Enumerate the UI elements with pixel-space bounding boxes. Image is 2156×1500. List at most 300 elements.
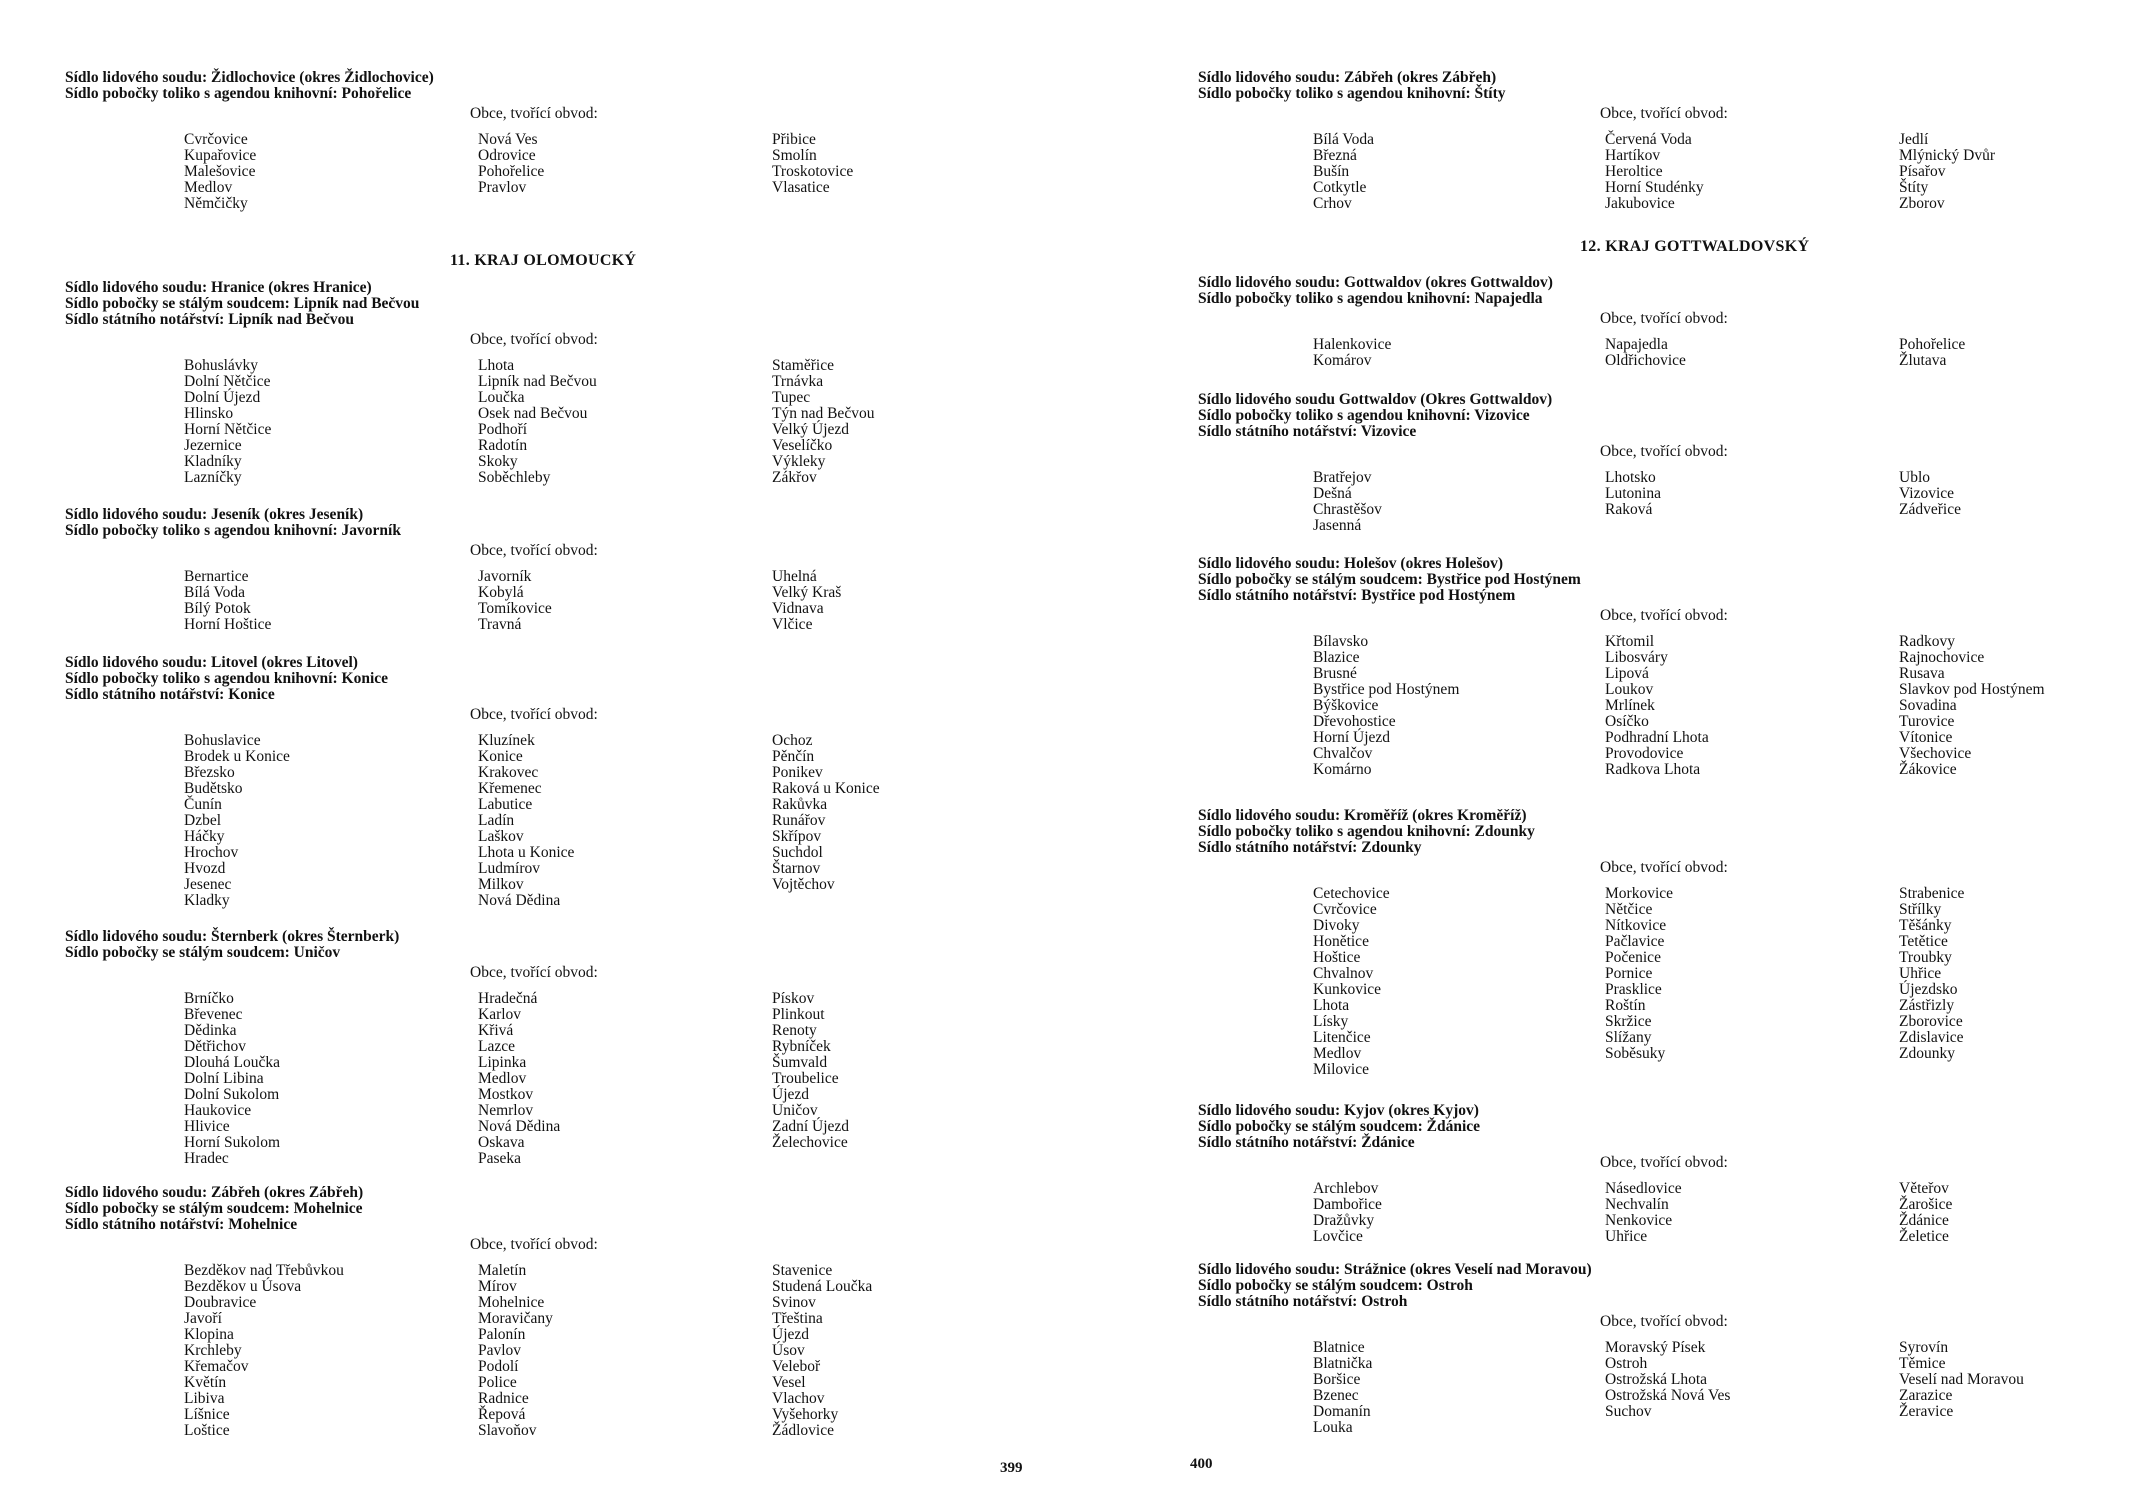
municipality-name: Soběchleby (478, 469, 551, 486)
municipality-name: Bílý Potok (184, 600, 251, 617)
court-header-line: Sídlo lidového soudu: Hranice (okres Hranice) (65, 279, 372, 296)
municipality-name: Vojtěchov (772, 876, 835, 893)
municipality-name: Věteřov (1899, 1180, 1949, 1197)
municipality-name: Renoty (772, 1022, 817, 1039)
municipality-name: Domanín (1313, 1403, 1371, 1420)
municipality-column (1313, 1181, 1605, 1245)
municipality-name: Pískov (772, 990, 815, 1007)
municipality-name: Zborov (1899, 195, 1945, 212)
court-header-line: Sídlo státního notářství: Vizovice (1198, 423, 1417, 440)
municipality-name: Police (478, 1374, 517, 1391)
municipality-name: Osíčko (1605, 713, 1649, 730)
municipality-name: Horní Studénky (1605, 179, 1704, 196)
municipality-name: Budětsko (184, 780, 243, 797)
municipality-column (1313, 132, 1605, 212)
municipality-name: Kobylá (478, 584, 524, 601)
municipality-column (1899, 470, 1961, 534)
municipality-name: Štarnov (772, 860, 821, 877)
municipality-name: Suchdol (772, 844, 823, 861)
court-section (1198, 69, 2156, 212)
municipality-column (1313, 470, 1605, 534)
court-section (65, 928, 1075, 1167)
municipality-name: Pornice (1605, 965, 1653, 982)
municipality-name: Troubky (1899, 949, 1952, 966)
municipality-column (1313, 634, 1605, 778)
municipality-name: Újezd (772, 1086, 810, 1103)
municipality-name: Litenčice (1313, 1029, 1371, 1046)
court-header-line: Sídlo pobočky toliko s agendou knihovní: Vizovice (1198, 407, 1530, 424)
municipality-column (184, 569, 478, 633)
municipality-name: Vlasatice (772, 179, 830, 196)
municipality-name: Ponikev (772, 764, 823, 781)
municipality-name: Brodek u Konice (184, 748, 290, 765)
municipality-name: Počenice (1605, 949, 1661, 966)
municipality-columns (1313, 132, 1995, 212)
municipality-name: Veselí nad Moravou (1899, 1371, 2024, 1388)
municipality-column (1605, 132, 1899, 212)
municipality-name: Červená Voda (1605, 131, 1692, 148)
municipality-name: Javoří (184, 1310, 222, 1327)
municipality-name: Lhota (1313, 997, 1350, 1014)
municipality-name: Hvozd (184, 860, 226, 877)
municipality-column (1605, 634, 1899, 778)
municipality-column (1605, 1181, 1899, 1245)
kraj-heading: 12. KRAJ GOTTWALDOVSKÝ (1580, 238, 1810, 255)
municipality-column (772, 132, 853, 212)
municipality-name: Medlov (478, 1070, 527, 1087)
municipality-name: Dolní Libina (184, 1070, 264, 1087)
municipality-name: Všechovice (1899, 745, 1972, 762)
municipality-column (478, 132, 772, 212)
municipality-name: Krchleby (184, 1342, 242, 1359)
municipality-name: Ždánice (1899, 1212, 1949, 1229)
municipality-name: Boršice (1313, 1371, 1361, 1388)
municipality-name: Veselíčko (772, 437, 833, 454)
municipality-name: Osek nad Bečvou (478, 405, 588, 422)
municipality-name: Řepová (478, 1406, 526, 1423)
municipality-name: Zádveřice (1899, 501, 1961, 518)
municipality-name: Radnice (478, 1390, 529, 1407)
municipality-name: Hrochov (184, 844, 239, 861)
municipality-name: Doubravice (184, 1294, 257, 1311)
court-header-line: Sídlo pobočky se stálým soudcem: Uničov (65, 944, 341, 961)
obce-label: Obce, tvořící obvod: (470, 1236, 598, 1253)
municipality-name: Horní Újezd (1313, 729, 1391, 746)
municipality-name: Loučka (478, 389, 525, 406)
municipality-name: Skřípov (772, 828, 822, 845)
municipality-name: Syrovín (1899, 1339, 1949, 1356)
obce-label: Obce, tvořící obvod: (470, 964, 598, 981)
municipality-name: Honětice (1313, 933, 1369, 950)
court-header-line: Sídlo pobočky se stálým soudcem: Mohelnice (65, 1200, 363, 1217)
municipality-column (1899, 337, 1965, 369)
municipality-name: Březsko (184, 764, 235, 781)
municipality-name: Horní Sukolom (184, 1134, 281, 1151)
court-header-line: Sídlo lidového soudu: Gottwaldov (okres Gottwaldov) (1198, 274, 1553, 291)
municipality-name: Uhřice (1899, 965, 1942, 982)
municipality-name: Vítonice (1899, 729, 1953, 746)
municipality-column (1899, 1181, 1952, 1245)
municipality-name: Chvalnov (1313, 965, 1374, 982)
municipality-name: Štíty (1899, 179, 1929, 196)
municipality-name: Bernartice (184, 568, 249, 585)
court-header-line: Sídlo pobočky se stálým soudcem: Bystřice pod Hostýnem (1198, 571, 1581, 588)
municipality-name: Plinkout (772, 1006, 825, 1023)
municipality-name: Dřevohostice (1313, 713, 1396, 730)
obce-label: Obce, tvořící obvod: (1600, 310, 1728, 327)
municipality-name: Louka (1313, 1419, 1353, 1436)
municipality-name: Komárno (1313, 761, 1372, 778)
municipality-name: Podhradní Lhota (1605, 729, 1709, 746)
municipality-name: Lísky (1313, 1013, 1349, 1030)
municipality-column (1899, 634, 2045, 778)
municipality-column (772, 733, 880, 909)
municipality-column (1313, 886, 1605, 1078)
municipality-name: Runářov (772, 812, 826, 829)
municipality-name: Žádlovice (772, 1422, 834, 1439)
municipality-name: Žákovice (1899, 761, 1957, 778)
court-header-line: Sídlo lidového soudu Gottwaldov (Okres Gottwaldov) (1198, 391, 1553, 408)
court-header-line: Sídlo státního notářství: Bystřice pod Hostýnem (1198, 587, 1516, 604)
municipality-name: Nová Ves (478, 131, 538, 148)
municipality-name: Radkovy (1899, 633, 1955, 650)
municipality-name: Vlachov (772, 1390, 825, 1407)
municipality-name: Kladníky (184, 453, 242, 470)
municipality-name: Dědinka (184, 1022, 237, 1039)
municipality-name: Libosváry (1605, 649, 1668, 666)
municipality-name: Loštice (184, 1422, 230, 1439)
municipality-name: Pohořelice (1899, 336, 1966, 353)
municipality-name: Vyšehorky (772, 1406, 839, 1423)
municipality-name: Trnávka (772, 373, 824, 390)
municipality-name: Břevenec (184, 1006, 243, 1023)
obce-label: Obce, tvořící obvod: (1600, 607, 1728, 624)
municipality-name: Soběsuky (1605, 1045, 1666, 1062)
municipality-name: Slavoňov (478, 1422, 537, 1439)
municipality-column (184, 733, 478, 909)
municipality-name: Tupec (772, 389, 811, 406)
obce-label: Obce, tvořící obvod: (470, 706, 598, 723)
municipality-name: Pohořelice (478, 163, 545, 180)
municipality-name: Lipinka (478, 1054, 527, 1071)
municipality-name: Libiva (184, 1390, 225, 1407)
obce-label: Obce, tvořící obvod: (470, 331, 598, 348)
municipality-name: Zarazice (1899, 1387, 1953, 1404)
municipality-name: Pěnčín (772, 748, 815, 765)
municipality-name: Cetechovice (1313, 885, 1390, 902)
municipality-name: Rajnochovice (1899, 649, 1985, 666)
page-number-right: 400 (1190, 1456, 1213, 1472)
municipality-name: Střílky (1899, 901, 1942, 918)
municipality-name: Ublo (1899, 469, 1930, 486)
obce-label: Obce, tvořící obvod: (470, 542, 598, 559)
municipality-name: Slížany (1605, 1029, 1652, 1046)
court-header-line: Sídlo lidového soudu: Litovel (okres Litovel) (65, 654, 358, 671)
municipality-name: Laškov (478, 828, 524, 845)
court-header-line: Sídlo lidového soudu: Kyjov (okres Kyjov) (1198, 1102, 1479, 1119)
municipality-name: Svinov (772, 1294, 816, 1311)
municipality-columns (184, 991, 849, 1167)
municipality-name: Oldřichovice (1605, 352, 1686, 369)
municipality-name: Hlinsko (184, 405, 234, 422)
municipality-name: Komárov (1313, 352, 1372, 369)
municipality-name: Ludmírov (478, 860, 540, 877)
municipality-name: Žlutava (1899, 352, 1947, 369)
municipality-name: Skržice (1605, 1013, 1652, 1030)
court-section (1198, 391, 2156, 534)
municipality-name: Jedlí (1899, 131, 1929, 148)
municipality-name: Troskotovice (772, 163, 854, 180)
municipality-name: Násedlovice (1605, 1180, 1682, 1197)
municipality-name: Bílá Voda (184, 584, 246, 601)
municipality-name: Zákřov (772, 469, 817, 486)
municipality-columns (1313, 470, 1961, 534)
obce-label: Obce, tvořící obvod: (1600, 859, 1728, 876)
municipality-name: Sovadina (1899, 697, 1957, 714)
municipality-name: Lhotsko (1605, 469, 1656, 486)
municipality-name: Bohuslavice (184, 732, 261, 749)
municipality-name: Bílavsko (1313, 633, 1369, 650)
obce-label: Obce, tvořící obvod: (1600, 1313, 1728, 1330)
municipality-name: Halenkovice (1313, 336, 1392, 353)
municipality-name: Stavenice (772, 1262, 833, 1279)
municipality-name: Heroltice (1605, 163, 1663, 180)
municipality-name: Hradec (184, 1150, 229, 1167)
municipality-name: Prasklice (1605, 981, 1662, 998)
municipality-column (478, 358, 772, 486)
municipality-name: Křivá (478, 1022, 514, 1039)
court-header-line: Sídlo státního notářství: Mohelnice (65, 1216, 298, 1233)
municipality-name: Újezd (772, 1326, 810, 1343)
municipality-name: Dlouhá Loučka (184, 1054, 280, 1071)
court-section (1198, 555, 2156, 778)
municipality-name: Mostkov (478, 1086, 534, 1103)
municipality-name: Blatnička (1313, 1355, 1373, 1372)
municipality-name: Újezdsko (1899, 981, 1958, 998)
court-header-line: Sídlo pobočky se stálým soudcem: Ždánice (1198, 1118, 1481, 1135)
municipality-name: Moravičany (478, 1310, 553, 1327)
municipality-column (184, 132, 478, 212)
municipality-name: Loukov (1605, 681, 1654, 698)
municipality-name: Vidnava (772, 600, 824, 617)
municipality-name: Vizovice (1899, 485, 1955, 502)
municipality-name: Býškovice (1313, 697, 1379, 714)
municipality-name: Archlebov (1313, 1180, 1379, 1197)
municipality-name: Napajedla (1605, 336, 1668, 353)
court-section (65, 279, 1075, 486)
municipality-name: Dambořice (1313, 1196, 1382, 1213)
municipality-name: Dolní Újezd (184, 389, 261, 406)
municipality-name: Mrlínek (1605, 697, 1655, 714)
municipality-name: Pačlavice (1605, 933, 1665, 950)
municipality-name: Staměřice (772, 357, 834, 374)
municipality-name: Nová Dědina (478, 1118, 561, 1135)
court-header-line: Sídlo státního notářství: Konice (65, 686, 275, 703)
municipality-columns (184, 1263, 872, 1439)
municipality-columns (1313, 337, 1965, 369)
court-section (65, 69, 1075, 212)
municipality-name: Konice (478, 748, 523, 765)
municipality-name: Úsov (772, 1342, 805, 1359)
municipality-column (772, 358, 874, 486)
municipality-name: Křemenec (478, 780, 542, 797)
municipality-columns (184, 132, 853, 212)
court-header-line: Sídlo lidového soudu: Strážnice (okres Veselí nad Moravou) (1198, 1261, 1592, 1278)
municipality-name: Ochoz (772, 732, 813, 749)
municipality-name: Zástřizly (1899, 997, 1955, 1014)
municipality-name: Raková u Konice (772, 780, 880, 797)
municipality-name: Hoštice (1313, 949, 1361, 966)
court-header-line: Sídlo pobočky toliko s agendou knihovní: Pohořelice (65, 85, 412, 102)
municipality-name: Milovice (1313, 1061, 1369, 1078)
municipality-name: Žeravice (1899, 1403, 1954, 1420)
court-header-line: Sídlo lidového soudu: Zábřeh (okres Zábřeh) (1198, 69, 1497, 86)
court-section (65, 506, 1075, 633)
municipality-name: Karlov (478, 1006, 522, 1023)
municipality-name: Brníčko (184, 990, 234, 1007)
municipality-name: Cotkytle (1313, 179, 1367, 196)
municipality-name: Horní Hoštice (184, 616, 272, 633)
municipality-name: Nítkovice (1605, 917, 1667, 934)
court-header-line: Sídlo pobočky toliko s agendou knihovní: Javorník (65, 522, 401, 539)
court-header-line: Sídlo pobočky se stálým soudcem: Lipník nad Bečvou (65, 295, 420, 312)
municipality-name: Nemrlov (478, 1102, 534, 1119)
municipality-name: Medlov (1313, 1045, 1362, 1062)
municipality-name: Dolní Sukolom (184, 1086, 280, 1103)
municipality-name: Tomíkovice (478, 600, 552, 617)
municipality-name: Troubelice (772, 1070, 839, 1087)
municipality-column (184, 1263, 478, 1439)
municipality-name: Bušín (1313, 163, 1350, 180)
municipality-name: Velký Újezd (772, 421, 850, 438)
municipality-name: Ostrožská Nová Ves (1605, 1387, 1731, 1404)
municipality-name: Radotín (478, 437, 528, 454)
municipality-name: Lhota u Konice (478, 844, 575, 861)
municipality-name: Cvrčovice (1313, 901, 1377, 918)
municipality-name: Bílá Voda (1313, 131, 1375, 148)
municipality-column (772, 569, 841, 633)
court-section (65, 1184, 1075, 1439)
municipality-name: Výkleky (772, 453, 826, 470)
municipality-name: Blatnice (1313, 1339, 1365, 1356)
court-section (1198, 1261, 2156, 1436)
court-header-line: Sídlo státního notářství: Ždánice (1198, 1134, 1415, 1151)
municipality-name: Nová Dědina (478, 892, 561, 909)
municipality-name: Blazice (1313, 649, 1360, 666)
municipality-name: Nechvalín (1605, 1196, 1669, 1213)
municipality-name: Jasenná (1313, 517, 1362, 534)
court-header-line: Sídlo pobočky toliko s agendou knihovní: Konice (65, 670, 389, 687)
municipality-column (478, 733, 772, 909)
municipality-name: Milkov (478, 876, 524, 893)
court-header-line: Sídlo lidového soudu: Kroměříž (okres Kroměříž) (1198, 807, 1527, 824)
court-header-line: Sídlo pobočky se stálým soudcem: Ostroh (1198, 1277, 1473, 1294)
municipality-name: Raková (1605, 501, 1653, 518)
municipality-name: Crhov (1313, 195, 1352, 212)
municipality-column (478, 569, 772, 633)
municipality-column (1313, 337, 1605, 369)
municipality-name: Křemačov (184, 1358, 249, 1375)
municipality-name: Lipová (1605, 665, 1649, 682)
municipality-name: Líšnice (184, 1406, 230, 1423)
municipality-name: Bezděkov u Úsova (184, 1278, 302, 1295)
municipality-name: Pavlov (478, 1342, 522, 1359)
municipality-name: Týn nad Bečvou (772, 405, 875, 422)
obce-label: Obce, tvořící obvod: (1600, 443, 1728, 460)
municipality-name: Rybníček (772, 1038, 831, 1055)
municipality-name: Žarošice (1899, 1196, 1953, 1213)
municipality-name: Paseka (478, 1150, 522, 1167)
municipality-name: Podhoří (478, 421, 528, 438)
right-page (1078, 0, 2156, 1500)
municipality-name: Lazníčky (184, 469, 242, 486)
municipality-name: Tetětice (1899, 933, 1948, 950)
court-section (1198, 274, 2156, 369)
municipality-name: Krakovec (478, 764, 539, 781)
municipality-name: Lhota (478, 357, 515, 374)
municipality-name: Haukovice (184, 1102, 252, 1119)
municipality-name: Maletín (478, 1262, 527, 1279)
municipality-name: Jesenec (184, 876, 232, 893)
municipality-name: Kladky (184, 892, 230, 909)
obce-label: Obce, tvořící obvod: (1600, 105, 1728, 122)
municipality-column (184, 358, 478, 486)
municipality-name: Podolí (478, 1358, 519, 1375)
municipality-name: Jezernice (184, 437, 242, 454)
municipality-name: Mírov (478, 1278, 517, 1295)
municipality-name: Zdislavice (1899, 1029, 1964, 1046)
municipality-name: Květín (184, 1374, 227, 1391)
municipality-name: Skoky (478, 453, 518, 470)
municipality-name: Odrovice (478, 147, 536, 164)
court-header-line: Sídlo pobočky toliko s agendou knihovní: Napajedla (1198, 290, 1543, 307)
municipality-name: Bezděkov nad Třebůvkou (184, 1262, 344, 1279)
municipality-name: Lovčice (1313, 1228, 1363, 1245)
municipality-name: Moravský Písek (1605, 1339, 1706, 1356)
court-header-line: Sídlo lidového soudu: Šternberk (okres Šternberk) (65, 928, 400, 945)
municipality-name: Nenkovice (1605, 1212, 1673, 1229)
municipality-column (478, 991, 772, 1167)
court-header-line: Sídlo pobočky toliko s agendou knihovní: Štíty (1198, 85, 1506, 102)
court-section (65, 654, 1075, 909)
municipality-name: Bzenec (1313, 1387, 1359, 1404)
municipality-name: Dětřichov (184, 1038, 246, 1055)
municipality-columns (184, 733, 880, 909)
municipality-name: Kupařovice (184, 147, 257, 164)
municipality-name: Bystřice pod Hostýnem (1313, 681, 1460, 698)
municipality-column (1899, 132, 1995, 212)
municipality-name: Němčičky (184, 195, 248, 212)
court-header-line: Sídlo státního notářství: Ostroh (1198, 1293, 1408, 1310)
municipality-column (184, 991, 478, 1167)
municipality-name: Pravlov (478, 179, 527, 196)
municipality-column (1899, 886, 1964, 1078)
municipality-name: Jakubovice (1605, 195, 1675, 212)
municipality-name: Palonín (478, 1326, 526, 1343)
municipality-column (772, 1263, 872, 1439)
court-header-line: Sídlo lidového soudu: Zábřeh (okres Zábřeh) (65, 1184, 364, 1201)
municipality-name: Bratřejov (1313, 469, 1372, 486)
municipality-name: Hlivice (184, 1118, 230, 1135)
municipality-column (1899, 1340, 2024, 1436)
municipality-name: Turovice (1899, 713, 1955, 730)
municipality-name: Ladín (478, 812, 515, 829)
municipality-name: Brusné (1313, 665, 1357, 682)
municipality-name: Travná (478, 616, 522, 633)
municipality-name: Uničov (772, 1102, 818, 1119)
municipality-name: Čunín (184, 796, 222, 813)
municipality-name: Vlčice (772, 616, 813, 633)
